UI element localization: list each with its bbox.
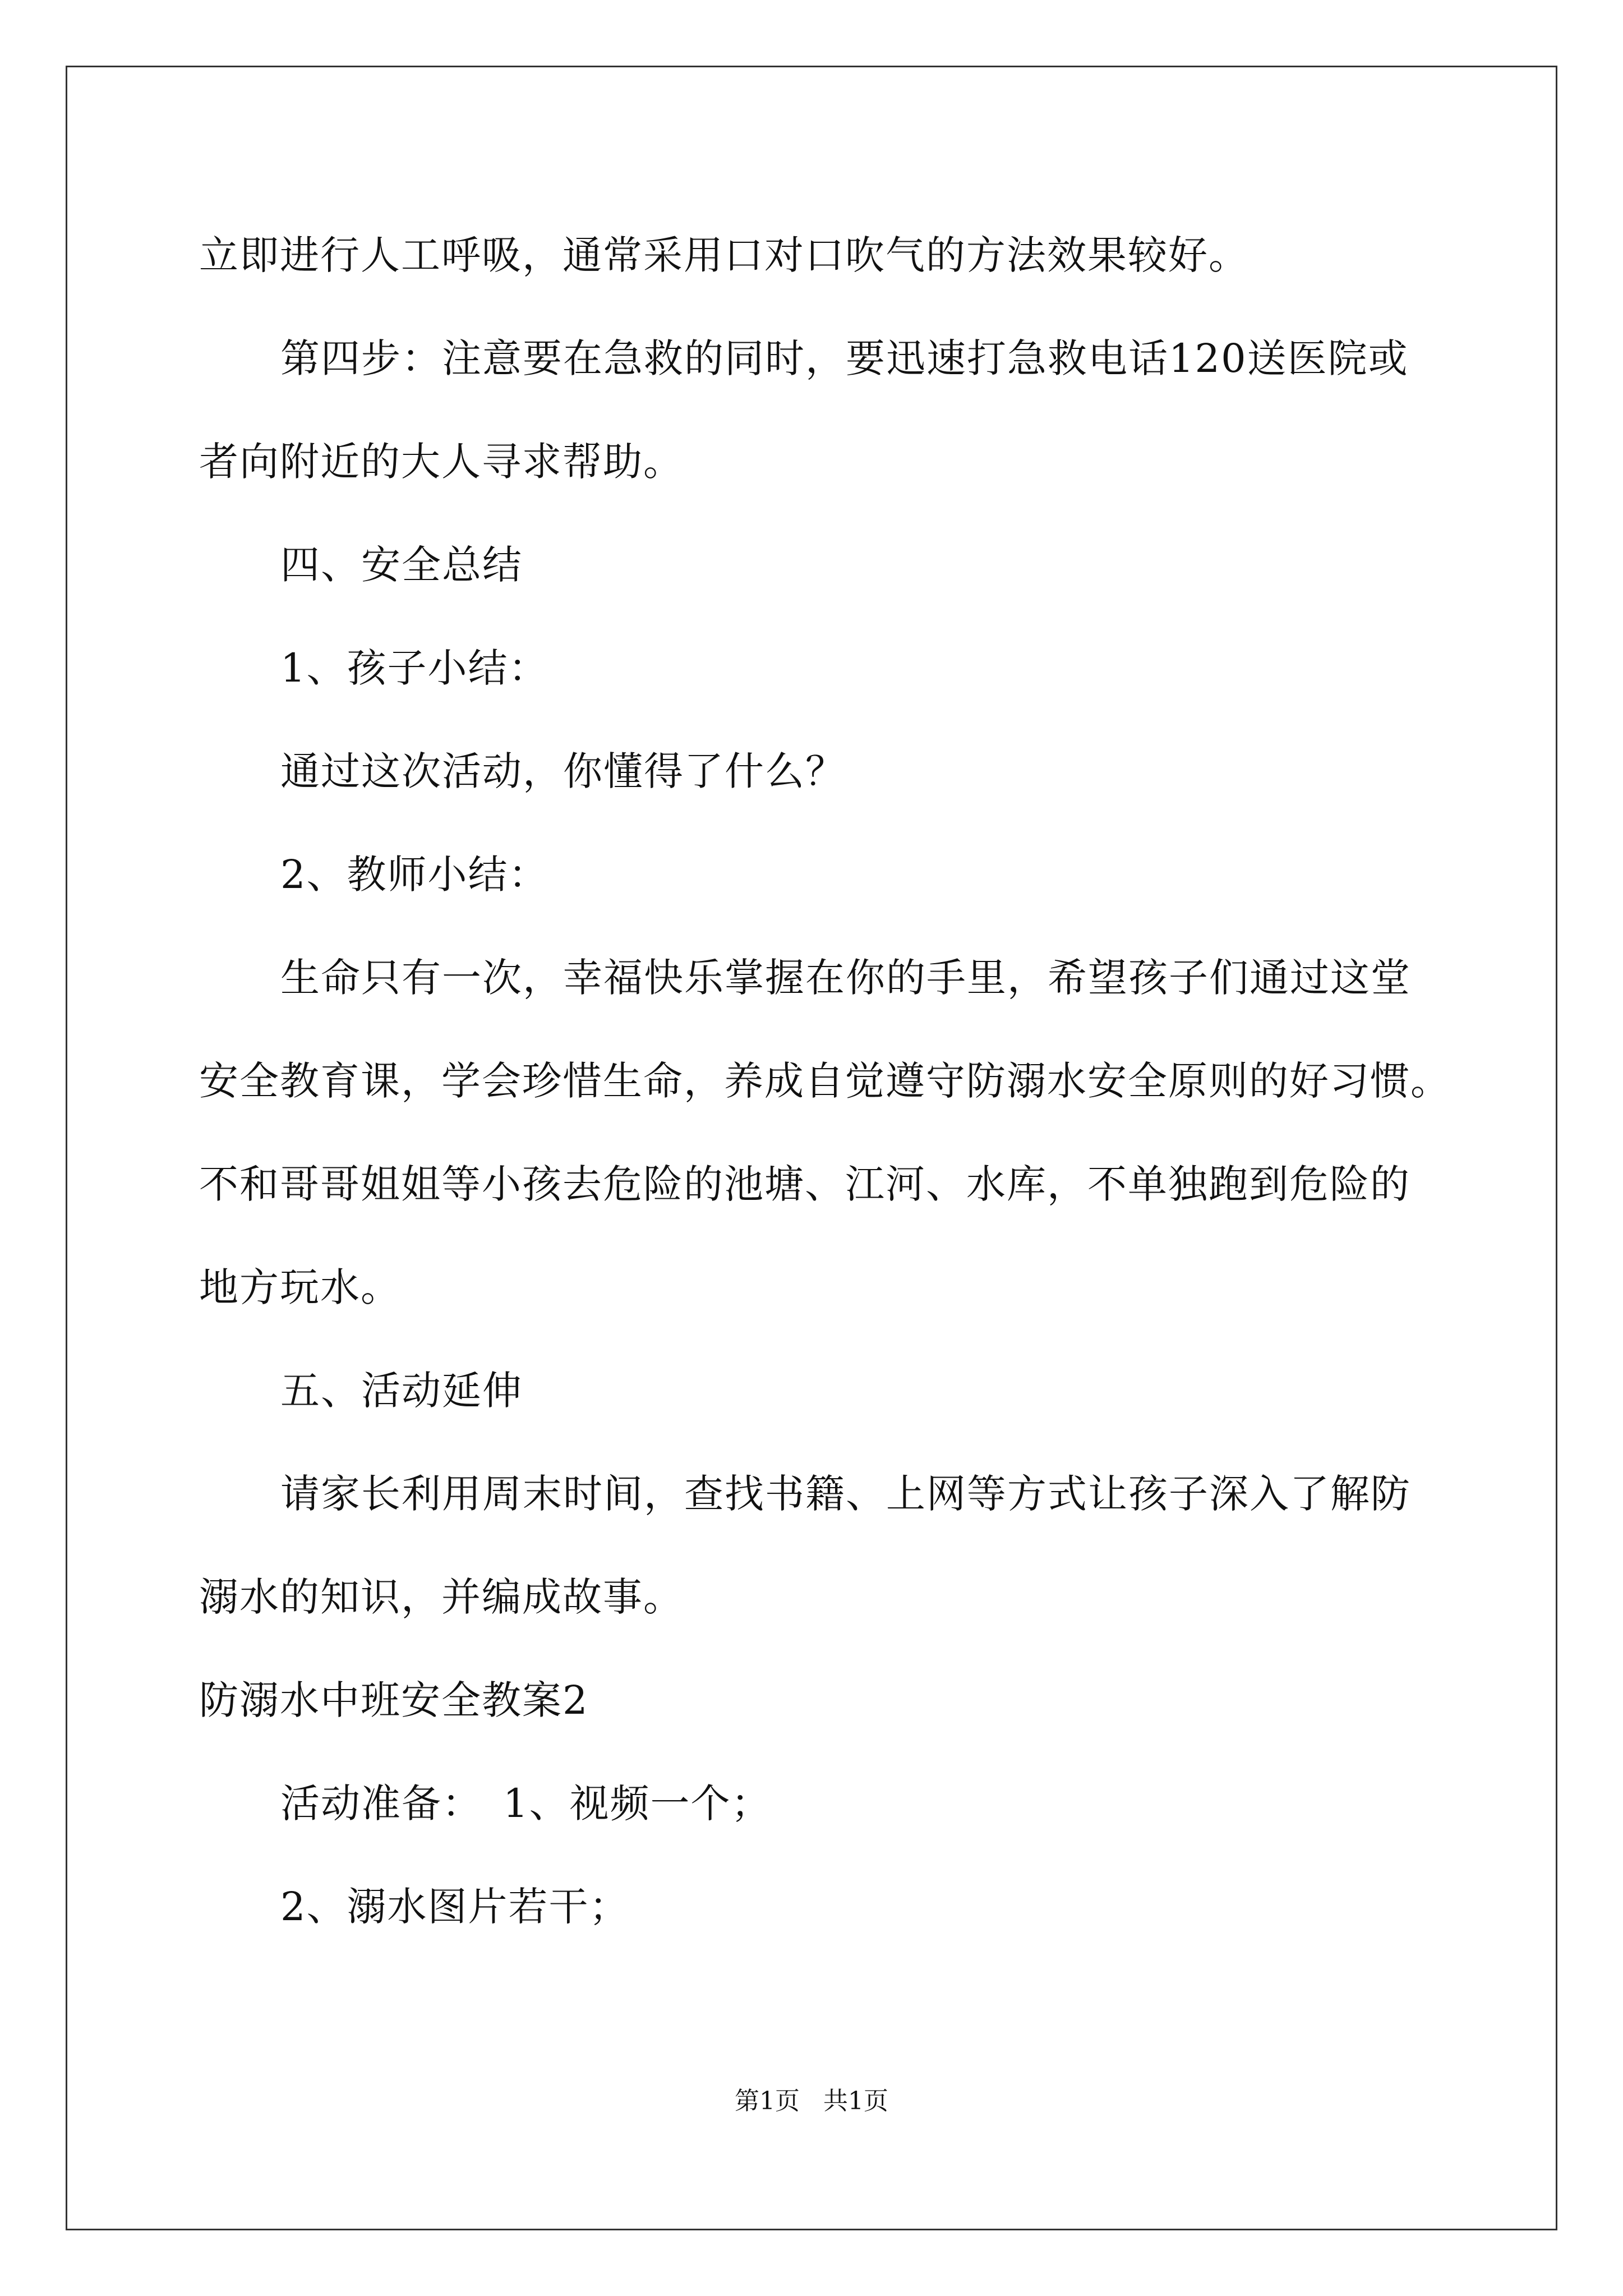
subheading: 1、孩子小结： xyxy=(280,645,549,691)
text-line: 生命只有一次，幸福快乐掌握在你的手里，希望孩子们通过这堂 xyxy=(280,955,1411,1001)
total-page-count: 共1页 xyxy=(823,2087,888,2115)
text-line: 地方玩水。 xyxy=(199,1264,401,1310)
text-line: 通过这次活动，你懂得了什么？ xyxy=(280,748,846,794)
text-line: 请家长利用周末时间，查找书籍、上网等方式让孩子深入了解防 xyxy=(280,1471,1411,1517)
text-line: 2、溺水图片若干； xyxy=(280,1884,630,1930)
text-line: 不和哥哥姐姐等小孩去危险的池塘、江河、水库，不单独跑到危险的 xyxy=(199,1161,1410,1207)
text-line: 者向附近的大人寻求帮助。 xyxy=(199,439,684,485)
text-line: 活动准备： 1、视频一个； xyxy=(280,1780,772,1826)
text-line: 安全教育课，学会珍惜生命，养成自觉遵守防溺水安全原则的好习惯。 xyxy=(199,1058,1451,1104)
current-page-number: 第1页 xyxy=(735,2087,800,2115)
section-heading: 五、活动延伸 xyxy=(280,1368,523,1414)
page-footer xyxy=(0,2085,1623,2118)
section-heading: 四、安全总结 xyxy=(280,542,523,588)
subheading: 2、教师小结： xyxy=(280,852,549,898)
document-title: 防溺水中班安全教案2 xyxy=(199,1677,589,1723)
text-line: 第四步：注意要在急救的同时，要迅速打急救电话120送医院或 xyxy=(280,335,1409,381)
text-line: 溺水的知识，并编成故事。 xyxy=(199,1574,684,1620)
text-line: 立即进行人工呼吸，通常采用口对口吹气的方法效果较好。 xyxy=(199,232,1249,278)
